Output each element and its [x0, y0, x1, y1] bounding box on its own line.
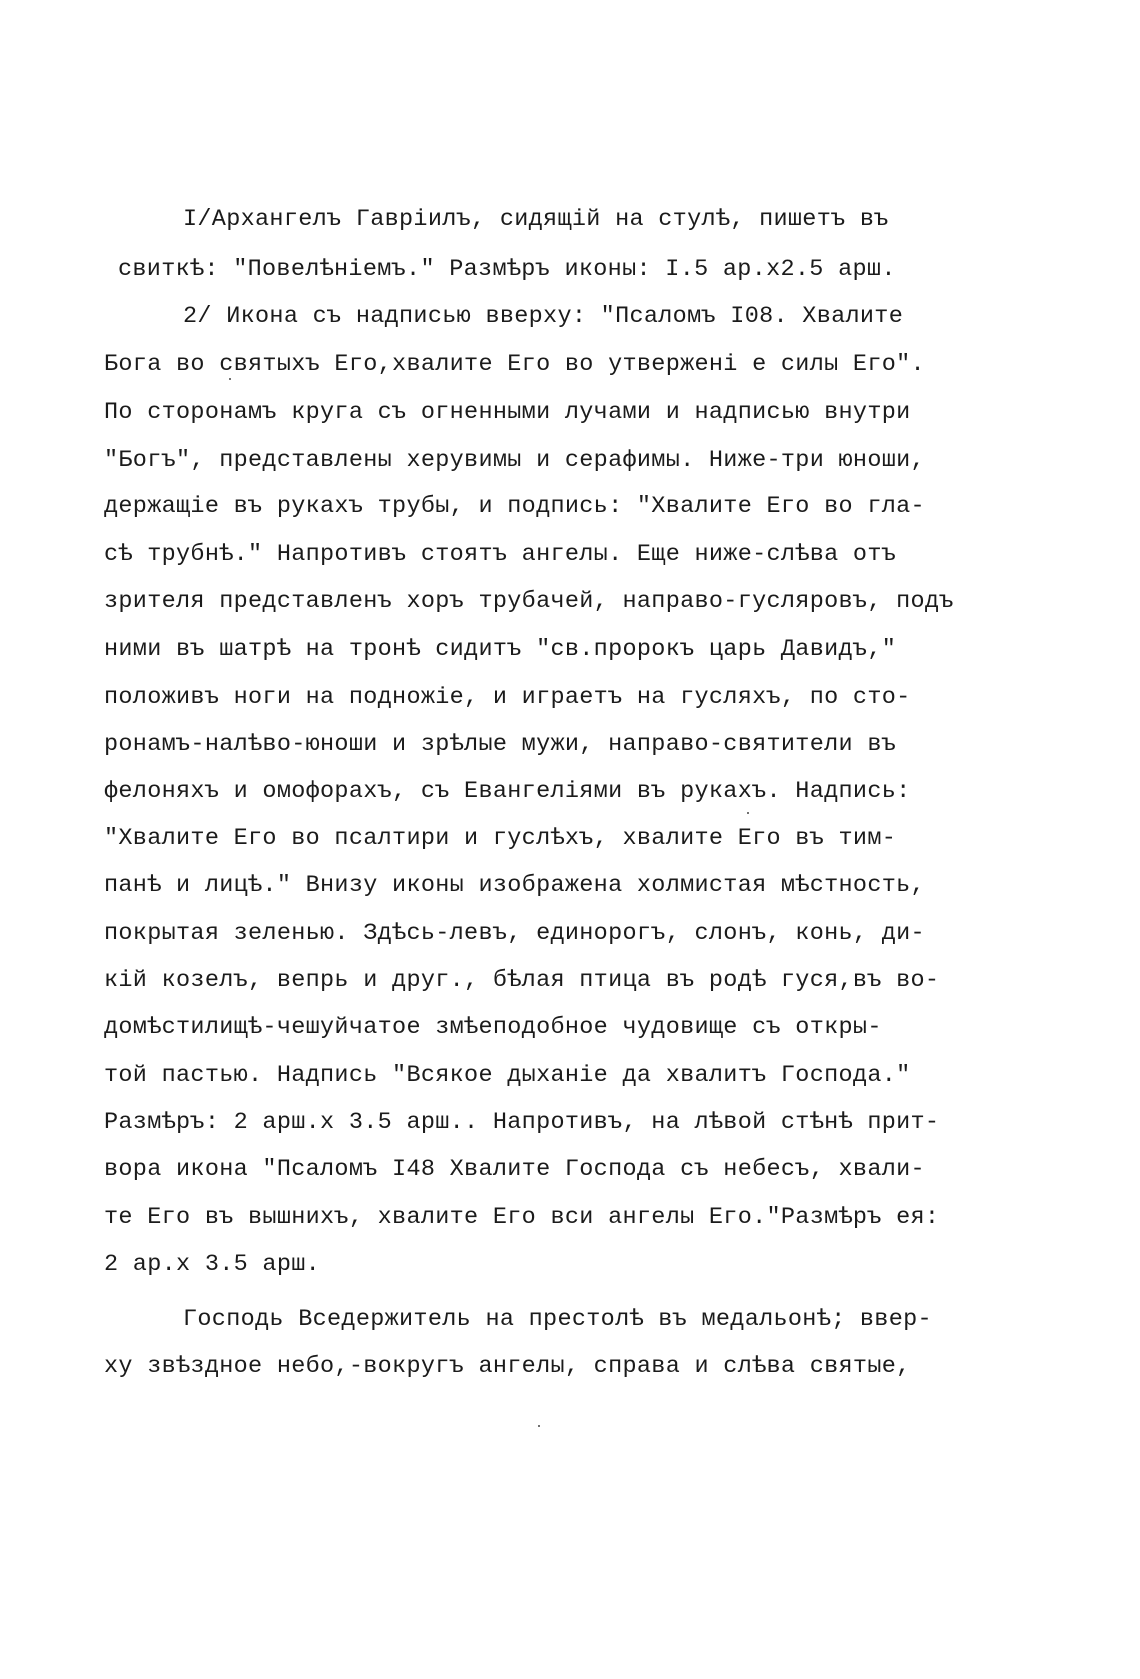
text-line: домѣстилищѣ-чешуйчатое змѣеподобное чудовище съ откры-: [104, 1014, 882, 1041]
text-line: ху звѣздное небо,-вокругъ ангелы, справа и слѣва святые,: [104, 1353, 911, 1380]
text-line: "Богъ", представлены херувимы и серафимы. Ниже-три юноши,: [104, 447, 925, 474]
text-line: панѣ и лицѣ." Внизу иконы изображена холмистая мѣстность,: [104, 872, 925, 899]
text-line: Господь Вседержитель на престолѣ въ медальонѣ; ввер-: [183, 1306, 932, 1333]
text-line: покрытая зеленью. Здѣсь-левъ, единорогъ, слонъ, конь, ди-: [104, 920, 925, 947]
text-line: Размѣръ: 2 арш.х 3.5 арш.. Напротивъ, на лѣвой стѣнѣ прит-: [104, 1109, 940, 1136]
paper-speck: [538, 1425, 540, 1427]
text-line: держащіе въ рукахъ трубы, и подпись: "Хвалите Его во гла-: [104, 493, 925, 520]
text-line: ними въ шатрѣ на тронѣ сидитъ "св.пророкъ царь Давидъ,": [104, 636, 897, 663]
text-line: вора икона "Псаломъ I48 Хвалите Господа съ небесъ, хвали-: [104, 1156, 925, 1183]
paper-speck: [747, 812, 749, 814]
text-line: сѣ трубнѣ." Напротивъ стоятъ ангелы. Еще ниже-слѣва отъ: [104, 541, 897, 568]
paper-speck: [229, 378, 231, 380]
text-line: той пастью. Надпись "Всякое дыханіе да хвалитъ Господа.": [104, 1062, 911, 1089]
text-line: "Хвалите Его во псалтири и гуслѣхъ, хвалите Его въ тим-: [104, 825, 897, 852]
text-line: зрителя представленъ хоръ трубачей, направо-гусляровъ, подъ: [104, 588, 954, 615]
text-line: положивъ ноги на подножіе, и играетъ на гусляхъ, по сто-: [104, 684, 911, 711]
text-line: 2/ Икона съ надписью вверху: "Псаломъ I08. Хвалите: [183, 303, 904, 330]
text-line: кій козелъ, вепрь и друг., бѣлая птица въ родѣ гуся,въ во-: [104, 967, 940, 994]
text-line: Бога во святыхъ Его,хвалите Его во утвержені е силы Его".: [104, 351, 925, 378]
text-line: те Его въ вышнихъ, хвалите Его вси ангелы Его."Размѣръ ея:: [104, 1204, 940, 1231]
text-line: По сторонамъ круга съ огненными лучами и надписью внутри: [104, 399, 911, 426]
text-line: фелоняхъ и омофорахъ, съ Евангеліями въ рукахъ. Надпись:: [104, 778, 911, 805]
text-line: 2 ар.х 3.5 арш.: [104, 1251, 321, 1278]
text-line: ронамъ-налѣво-юноши и зрѣлые мужи, направо-святители въ: [104, 731, 897, 758]
text-line: I/Архангелъ Гавріилъ, сидящій на стулѣ, пишетъ въ: [183, 206, 889, 233]
text-line: свиткѣ: "Повелѣніемъ." Размѣръ иконы: I.5 ар.х2.5 арш.: [118, 256, 896, 283]
